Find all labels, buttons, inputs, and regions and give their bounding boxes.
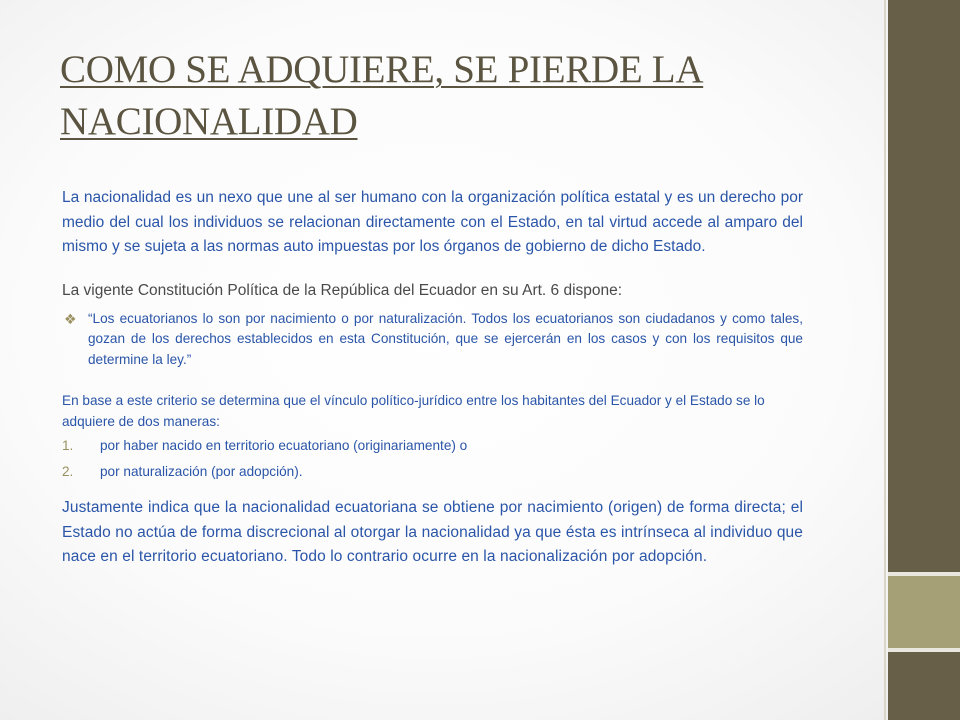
list-number: 2.: [62, 464, 74, 479]
slide-title: COMO SE ADQUIERE, SE PIERDE LA NACIONALIDAD: [60, 48, 704, 143]
list-number: 1.: [62, 438, 74, 453]
constitution-quote: [62, 309, 803, 371]
slide-content: [62, 186, 803, 570]
acquisition-list: [62, 435, 803, 482]
diamond-bullet-icon: ❖: [64, 310, 77, 327]
list-item: [62, 461, 803, 482]
sidebar-divider: [884, 0, 886, 720]
list-item: [62, 435, 803, 456]
paragraph-conclusion: Justamente indica que la nacionalidad ecuatoriana se obtiene por nacimiento (origen) de forma directa; el Estado no actúa de forma discrecional al otorgar la nacionalidad ya que ésta es intrínseca al individuo que nace en el territorio ecuatoriano. Todo lo contrario ocurre en la nacionalización por adopción.: [62, 499, 803, 565]
paragraph-definition: La nacionalidad es un nexo que une al ser humano con la organización política estatal y es un derecho por medio del cual los individuos se relacionan directamente con el Estado, en tal virtud accede al amparo del mismo y se sujeta a las normas auto impuestas por los órganos de gobierno de dicho Estado.: [62, 189, 803, 255]
paragraph-criteria: En base a este criterio se determina que el vínculo político-jurídico entre los habitantes del Ecuador y el Estado se lo adquiere de dos maneras:: [62, 393, 765, 429]
sidebar-light-band: [888, 576, 960, 648]
sidebar-gap-bottom: [888, 648, 960, 652]
list-item-text: por naturalización (por adopción).: [100, 464, 303, 479]
paragraph-constitution: La vigente Constitución Política de la República del Ecuador en su Art. 6 dispone:: [62, 281, 623, 299]
quote-text: “Los ecuatorianos lo son por nacimiento o por naturalización. Todos los ecuatorianos son ciudadanos y como tales, gozan de los derechos establecidos en esta Constitución, que se ejercerán en los casos y con los requisitos que determine la ley.”: [88, 310, 803, 367]
list-item-text: por haber nacido en territorio ecuatoriano (originariamente) o: [100, 438, 468, 453]
